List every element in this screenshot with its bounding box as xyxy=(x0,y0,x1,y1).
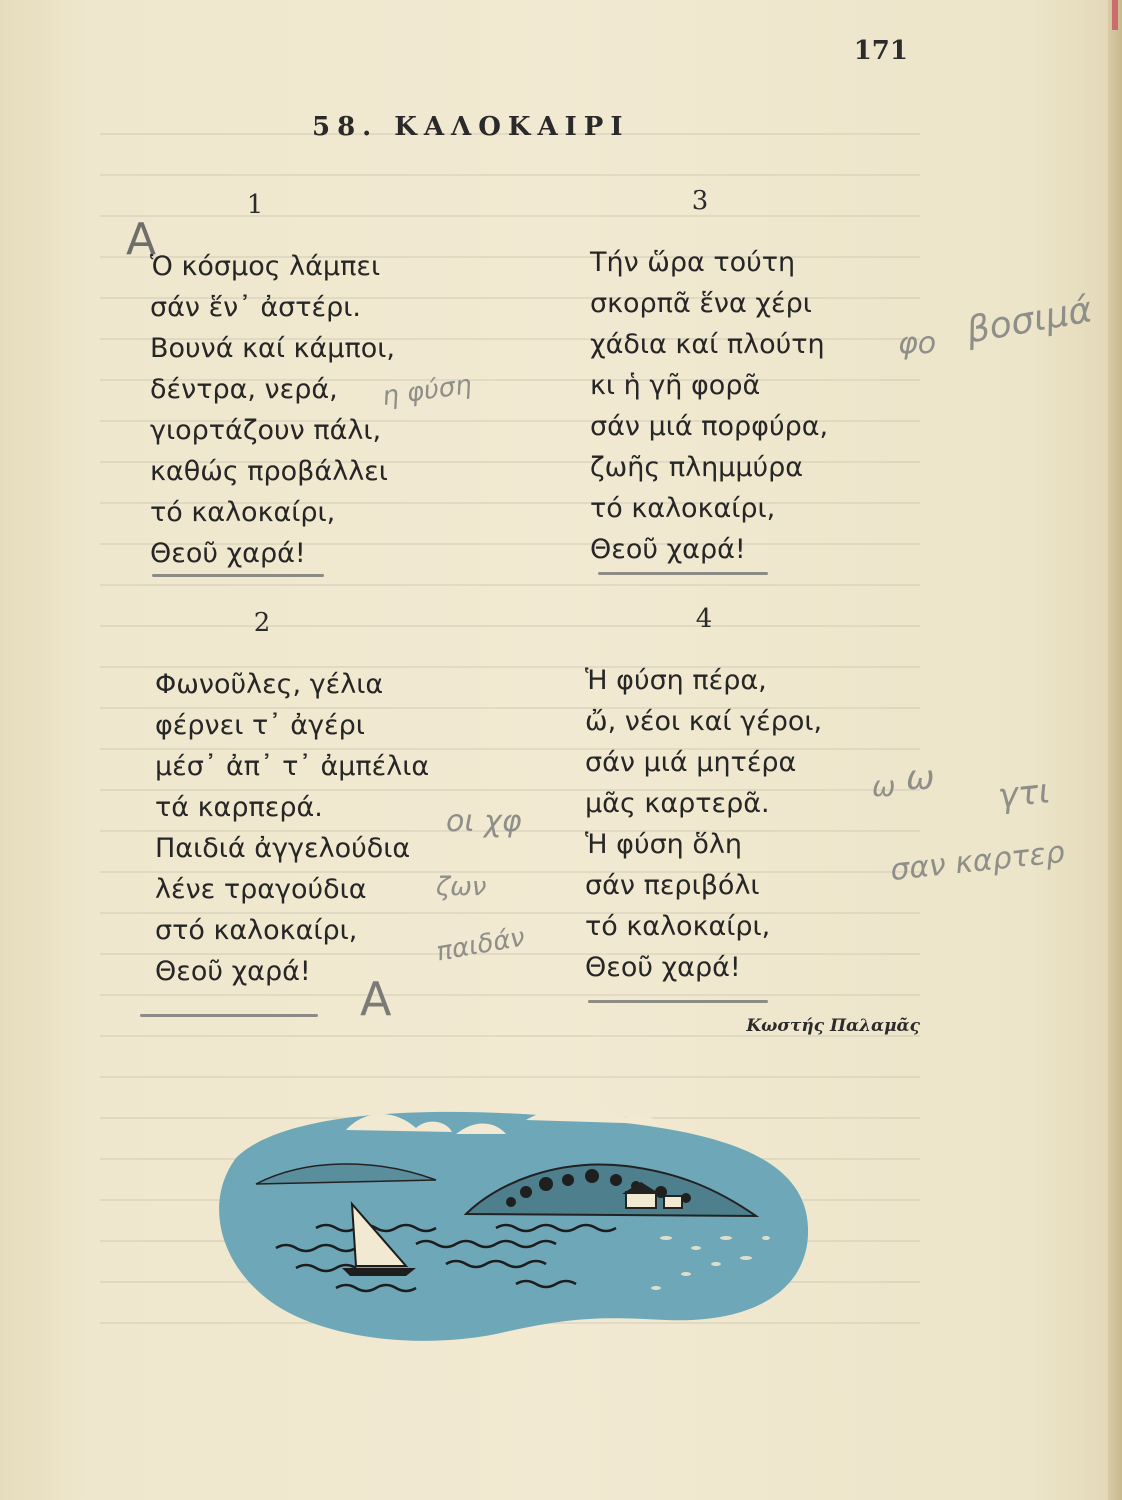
poem-line: σκορπᾶ ἕνα χέρι xyxy=(590,288,812,319)
annotation-fo: φο xyxy=(898,326,937,361)
poem-line: κι ἡ γῆ φορᾶ xyxy=(590,370,761,401)
stanza-number: 3 xyxy=(691,186,709,216)
stanza-3-rule xyxy=(598,572,768,575)
annotation-fysi: η φύση xyxy=(380,369,474,413)
poem-line: Θεοῦ χαρά! xyxy=(150,538,306,569)
poem-line: ὤ, νέοι καί γέροι, xyxy=(585,706,823,737)
poem-line: Ἡ φύση πέρα, xyxy=(585,665,767,696)
poem-line: μέσ᾽ ἀπ᾽ τ᾽ ἀμπέλια xyxy=(155,751,430,782)
edge-bookmark xyxy=(1112,0,1118,30)
stanza-lines xyxy=(585,660,822,988)
poem-line: Θεοῦ χαρά! xyxy=(585,952,741,983)
poem-line: λένε τραγούδια xyxy=(155,874,367,905)
poem-line: χάδια καί πλούτη xyxy=(590,329,825,360)
poem-title: 58. ΚΑΛΟΚΑΙΡΙ xyxy=(312,112,630,142)
seascape-illustration xyxy=(196,1088,816,1344)
poem-line: ζωῆς πλημμύρα xyxy=(590,452,804,483)
poem-line: καθώς προβάλλει xyxy=(150,456,388,487)
stanza-number: 1 xyxy=(246,190,264,220)
poem-line: σάν ἕν᾽ ἀστέρι. xyxy=(150,292,361,323)
poem-line: τό καλοκαίρι, xyxy=(590,493,776,524)
annotation-oo: ω xyxy=(906,758,935,798)
annotation-vosima: βοσιμά xyxy=(963,289,1096,352)
page-number: 171 xyxy=(853,36,908,66)
annotation-gtr: γτι xyxy=(996,771,1053,817)
annotation-karter: σαν καρτερ xyxy=(888,834,1067,889)
poem-line: Βουνά καί κάμποι, xyxy=(150,333,395,364)
poem-line: σάν μιά μητέρα xyxy=(585,747,797,778)
poem-line: Ἡ φύση ὅλη xyxy=(585,829,742,860)
poem-line: τό καλοκαίρι, xyxy=(585,911,771,942)
poem-line: μᾶς καρτερᾶ. xyxy=(585,788,770,819)
annotation-oo-2: ω xyxy=(872,770,896,803)
poem-line: Ὁ κόσμος λάμπει xyxy=(150,251,381,282)
poem-line: Παιδιά ἀγγελούδια xyxy=(155,833,411,864)
poem-line: Θεοῦ χαρά! xyxy=(155,956,311,987)
author-name: Κωστής Παλαμᾶς xyxy=(746,1016,920,1036)
annotation-a-top: Α xyxy=(126,214,157,265)
stanza-lines xyxy=(590,242,828,570)
stanza-number: 4 xyxy=(695,604,713,634)
stanza-number: 2 xyxy=(253,608,271,638)
hull xyxy=(342,1268,416,1276)
poem-line: φέρνει τ᾽ ἀγέρι xyxy=(155,710,365,741)
stanza-1-rule xyxy=(152,574,324,577)
poem-line: τό καλοκαίρι, xyxy=(150,497,336,528)
poem-line: τά καρπερά. xyxy=(155,792,323,823)
poem-line: στό καλοκαίρι, xyxy=(155,915,358,946)
stanza-4-rule xyxy=(588,1000,768,1003)
page-edge xyxy=(1108,0,1122,1500)
poem-line: σάν μιά πορφύρα, xyxy=(590,411,829,442)
poem-line: γιορτάζουν πάλι, xyxy=(150,415,382,446)
annotation-zon: ζων xyxy=(436,872,487,902)
house xyxy=(626,1192,656,1208)
annotation-paidan: παιδάν xyxy=(434,922,528,968)
stanza-2-rule xyxy=(140,1014,318,1017)
poem-line: Τήν ὥρα τούτη xyxy=(590,247,796,278)
house xyxy=(664,1196,682,1208)
poem-line: δέντρα, νερά, xyxy=(150,374,338,405)
stanza-lines xyxy=(150,246,395,574)
annotation-xf: οι χφ xyxy=(446,804,522,839)
poem-line: Θεοῦ χαρά! xyxy=(590,534,746,565)
poem-line: σάν περιβόλι xyxy=(585,870,760,901)
annotation-a-bottom: Α xyxy=(360,972,392,1026)
poem-line: Φωνοῦλες, γέλια xyxy=(155,669,384,700)
stanza-lines xyxy=(155,664,429,992)
